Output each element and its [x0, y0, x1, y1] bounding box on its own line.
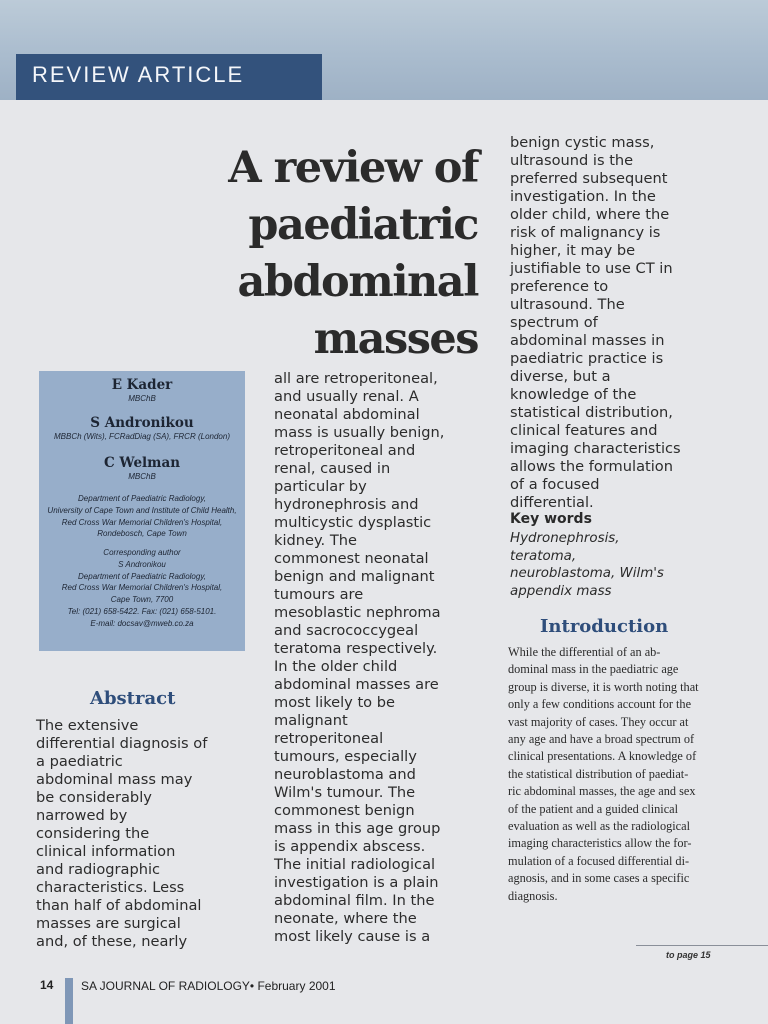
- author-name: E Kader: [111, 377, 173, 393]
- divider: [636, 945, 768, 946]
- text-line: justifiable to use CT in: [510, 260, 673, 277]
- text-line: retroperitoneal and: [274, 442, 416, 459]
- text-line: tumours, especially: [274, 748, 417, 765]
- text-line: The extensive: [36, 717, 139, 734]
- text-line: abdominal film. In the: [274, 892, 435, 909]
- text-line: knowledge of the: [510, 386, 637, 403]
- text-line: The initial radiological: [274, 856, 436, 873]
- text-line: renal, caused in: [274, 460, 391, 477]
- keywords-list: [510, 530, 664, 600]
- author-box: [39, 371, 245, 651]
- text-line: malignant: [274, 712, 348, 729]
- text-line: differential diagnosis of: [36, 735, 208, 752]
- affiliation-line: Department of Paediatric Radiology,: [78, 494, 206, 503]
- text-line: commonest benign: [274, 802, 415, 819]
- author-degrees: MBChB: [128, 472, 156, 481]
- title-line: masses: [313, 314, 478, 364]
- text-line: the statistical distribution of paediat-: [508, 766, 689, 781]
- title-line: abdominal: [237, 257, 478, 307]
- text-line: considering the: [36, 825, 150, 842]
- text-line: kidney. The: [274, 532, 357, 549]
- text-line: masses are surgical: [36, 915, 181, 932]
- text-line: While the differential of an ab-: [508, 645, 661, 659]
- contact-line: Cape Town, 7700: [110, 595, 174, 605]
- text-line: clinical presentations. A knowledge of: [508, 749, 697, 764]
- text-line: investigation. In the: [510, 188, 656, 205]
- article-title: [150, 140, 478, 368]
- text-line: abdominal mass may: [36, 771, 193, 788]
- author-degrees: MBBCh (Wits), FCRadDiag (SA), FRCR (London): [54, 432, 230, 441]
- abstract-column-1: [36, 717, 207, 951]
- text-line: multicystic dysplastic: [274, 514, 432, 531]
- text-line: narrowed by: [36, 807, 128, 824]
- text-line: be considerably: [36, 789, 152, 806]
- text-line: neonate, where the: [274, 910, 417, 927]
- text-line: most likely to be: [274, 694, 395, 711]
- text-line: benign cystic mass,: [510, 134, 655, 151]
- text-line: paediatric practice is: [510, 350, 664, 367]
- text-line: of a focused: [510, 476, 600, 493]
- text-line: mesoblastic nephroma: [274, 604, 441, 621]
- text-line: characteristics. Less: [36, 879, 185, 896]
- text-line: ultrasound. The: [510, 296, 625, 313]
- text-line: group is diverse, it is worth noting that: [508, 679, 699, 694]
- text-line: imaging characteristics allow the for-: [508, 836, 692, 851]
- text-line: mass is usually benign,: [274, 424, 445, 441]
- introduction-body: [508, 644, 742, 905]
- text-line: neonatal abdominal: [274, 406, 420, 423]
- contact-line: Department of Paediatric Radiology,: [78, 571, 206, 581]
- affiliation: [39, 493, 245, 540]
- journal-footer: SA JOURNAL OF RADIOLOGY• February 2001: [81, 979, 336, 993]
- text-line: imaging characteristics: [510, 440, 681, 457]
- continued-link: to page 15: [666, 950, 711, 960]
- text-line: and sacrococcygeal: [274, 622, 419, 639]
- page-number: 14: [40, 978, 54, 992]
- corresponding: [39, 547, 245, 630]
- text-line: all are retroperitoneal,: [274, 370, 438, 387]
- text-line: tumours are: [274, 586, 364, 603]
- text-line: older child, where the: [510, 206, 670, 223]
- text-line: clinical information: [36, 843, 176, 860]
- author-degrees: MBChB: [128, 394, 156, 403]
- text-line: abdominal masses are: [274, 676, 439, 693]
- text-line: mulation of a focused differential di-: [508, 853, 690, 868]
- text-line: ultrasound is the: [510, 152, 634, 169]
- contact-line: Tel: (021) 658-5422. Fax: (021) 658-5101.: [67, 606, 217, 616]
- text-line: differential.: [510, 494, 594, 511]
- footer-bar: [65, 978, 73, 1024]
- text-line: of the patient and a guided clinical: [508, 801, 679, 816]
- author-name: C Welman: [103, 455, 181, 471]
- text-line: diverse, but a: [510, 368, 611, 385]
- text-line: most likely cause is a: [274, 928, 431, 945]
- title-line: A review of: [228, 143, 478, 193]
- corresponding-name: S Andronikou: [118, 559, 166, 569]
- introduction-heading: Introduction: [540, 616, 669, 637]
- keyword-line: Hydronephrosis,: [510, 531, 620, 546]
- author-name: S Andronikou: [90, 415, 194, 431]
- text-line: than half of abdominal: [36, 897, 202, 914]
- text-line: clinical features and: [510, 422, 658, 439]
- affiliation-line: Red Cross War Memorial Children's Hospital,: [61, 517, 223, 527]
- text-line: a paediatric: [36, 753, 123, 770]
- affiliation-line: Rondebosch, Cape Town: [97, 529, 187, 539]
- keywords-heading: Key words: [510, 511, 592, 527]
- text-line: mass in this age group: [274, 820, 441, 837]
- text-line: preferred subsequent: [510, 170, 668, 187]
- text-line: any age and have a broad spectrum of: [508, 732, 695, 747]
- text-line: benign and malignant: [274, 568, 435, 585]
- abstract-heading: Abstract: [90, 688, 176, 709]
- text-line: commonest neonatal: [274, 550, 429, 567]
- text-line: evaluation as well as the radiological: [508, 819, 690, 834]
- text-line: and radiographic: [36, 861, 161, 878]
- abstract-column-3: [510, 134, 681, 512]
- contact-line: Red Cross War Memorial Children's Hospital,: [61, 583, 223, 593]
- keyword-line: neuroblastoma, Wilm's: [510, 566, 664, 581]
- text-line: ric abdominal masses, the age and sex: [508, 784, 696, 799]
- text-line: Wilm's tumour. The: [274, 784, 416, 801]
- abstract-column-2: [274, 370, 444, 946]
- affiliation-line: University of Cape Town and Institute of Child Health,: [47, 505, 237, 515]
- text-line: agnosis, and in some cases a specific: [508, 871, 690, 886]
- text-line: diagnosis.: [508, 888, 558, 903]
- text-line: neuroblastoma and: [274, 766, 416, 783]
- text-line: hydronephrosis and: [274, 496, 419, 513]
- contact-email: E-mail: docsav@mweb.co.za: [90, 618, 194, 628]
- text-line: and, of these, nearly: [36, 933, 188, 950]
- keyword-line: appendix mass: [510, 583, 612, 599]
- text-line: allows the formulation: [510, 458, 673, 475]
- text-line: particular by: [274, 478, 367, 495]
- text-line: abdominal masses in: [510, 332, 665, 349]
- text-line: preference to: [510, 278, 609, 295]
- text-line: investigation is a plain: [274, 874, 439, 891]
- keyword-line: teratoma,: [510, 548, 577, 564]
- text-line: risk of malignancy is: [510, 224, 661, 241]
- text-line: higher, it may be: [510, 242, 636, 259]
- text-line: dominal mass in the paediatric age: [508, 662, 679, 677]
- text-line: spectrum of: [510, 314, 598, 331]
- text-line: vast majority of cases. They occur at: [508, 714, 689, 729]
- text-line: teratoma respectively.: [274, 640, 438, 657]
- text-line: is appendix abscess.: [274, 838, 426, 855]
- text-line: statistical distribution,: [510, 404, 673, 421]
- corresponding-label: Corresponding author: [103, 548, 181, 557]
- title-line: paediatric: [248, 200, 478, 250]
- section-label: REVIEW ARTICLE: [32, 62, 245, 87]
- text-line: and usually renal. A: [274, 388, 419, 405]
- text-line: In the older child: [274, 658, 398, 675]
- text-line: only a few conditions account for the: [508, 697, 692, 712]
- text-line: retroperitoneal: [274, 730, 384, 747]
